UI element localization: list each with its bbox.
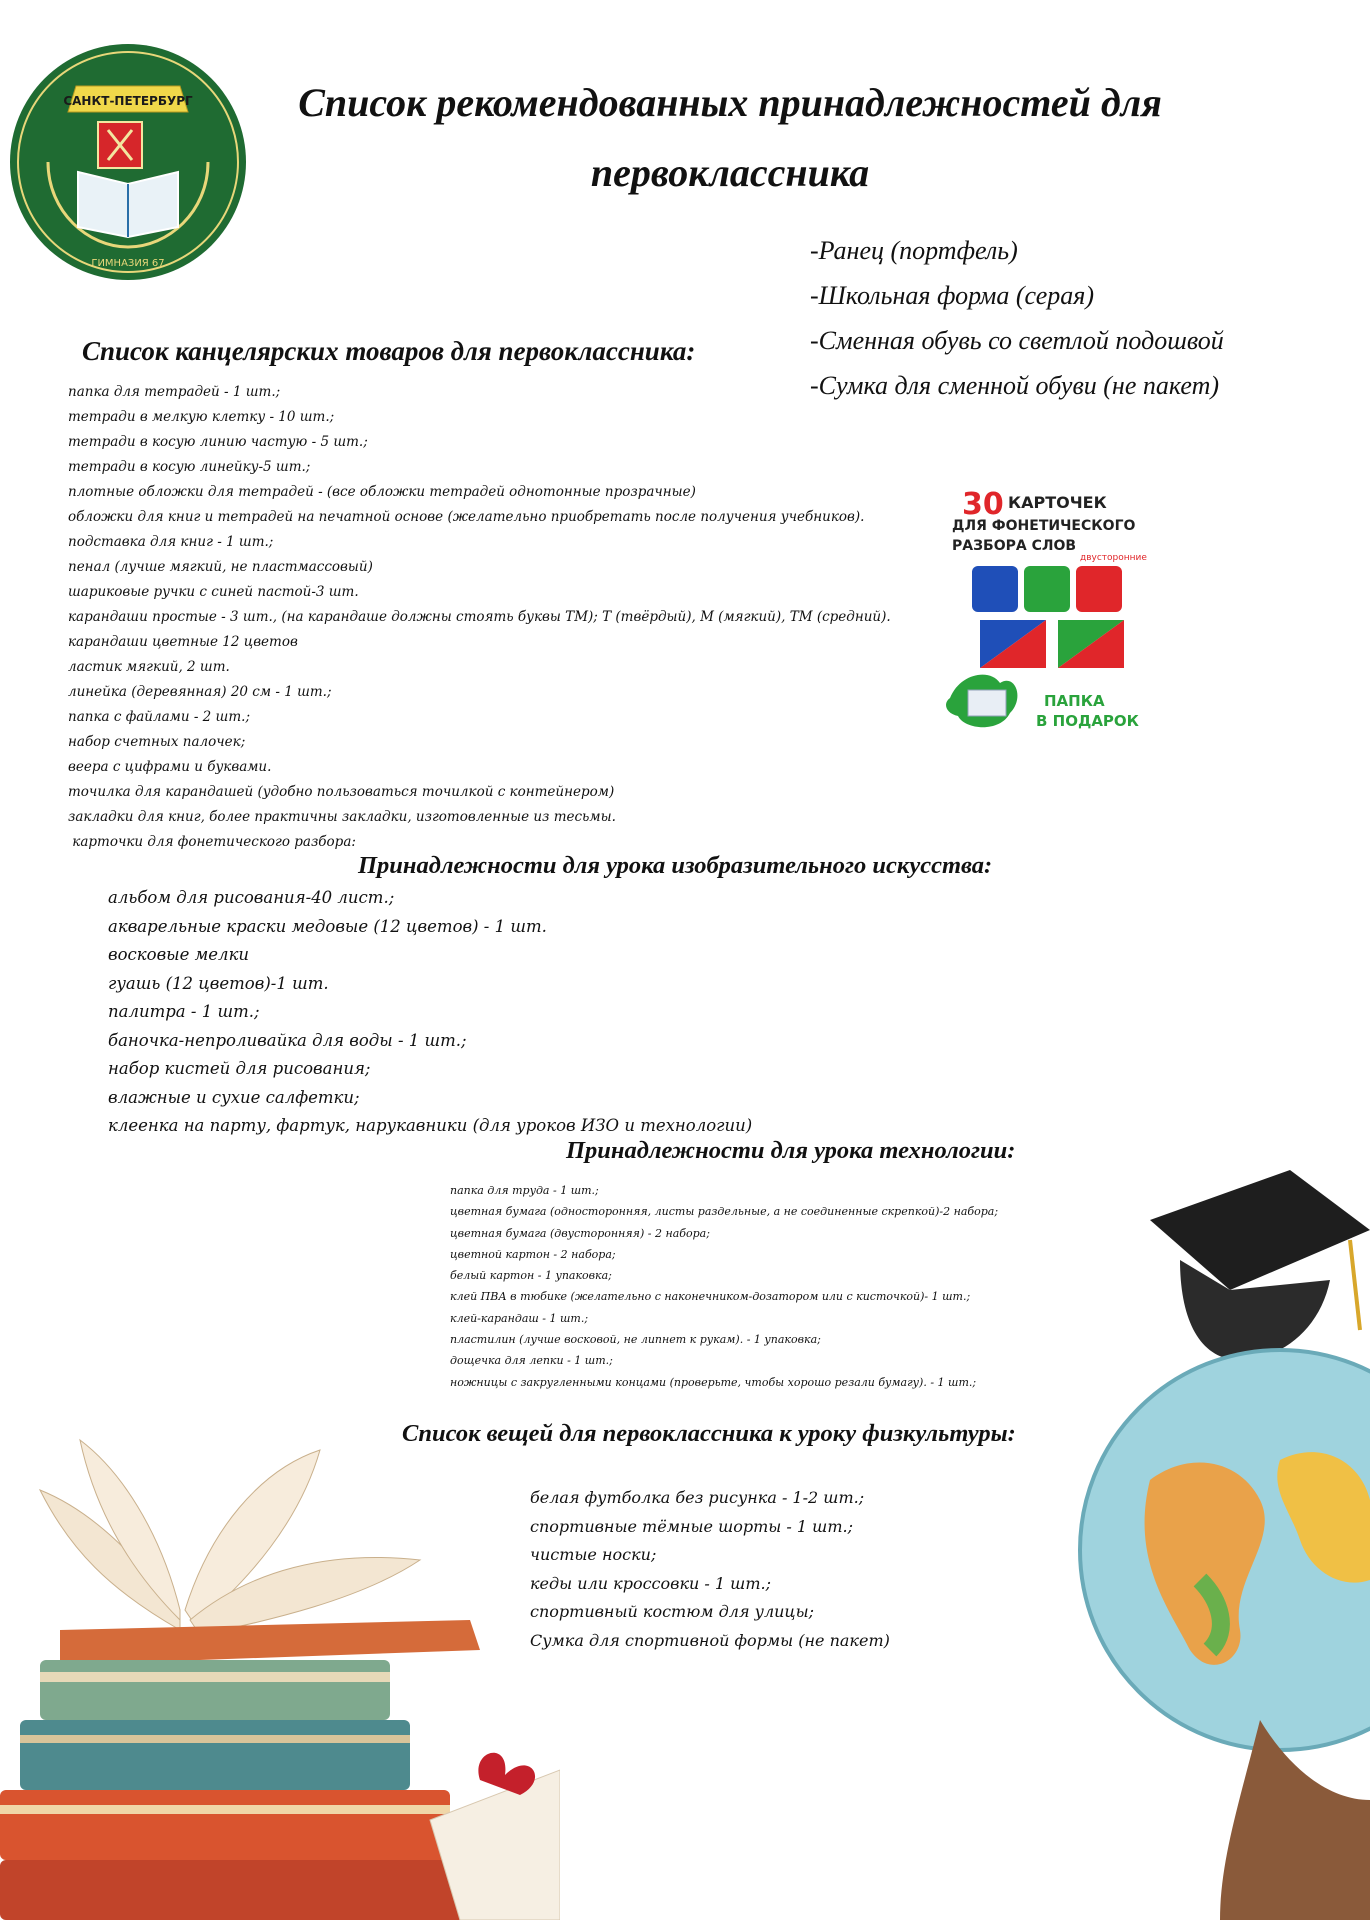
list-item: набор кистей для рисования; xyxy=(108,1059,371,1078)
list-item: клей-карандаш - 1 шт.; xyxy=(450,1311,589,1325)
list-item: карандаши цветные 12 цветов xyxy=(68,634,298,650)
phonetic-cards-product xyxy=(940,468,1150,758)
list-item: клей ПВА в тюбике (желательно с наконечником-дозатором или с кисточкой)- 1 шт.; xyxy=(450,1290,971,1304)
list-item: акварельные краски медовые (12 цветов) - 1 шт. xyxy=(108,916,547,936)
logo-ring-bottom: ГИМНАЗИЯ 67 xyxy=(91,258,165,269)
product-line-1: КАРТОЧЕК xyxy=(1008,493,1107,512)
list-item: цветная бумага (односторонняя, листы раздельные, а не соединенные скрепкой)-2 набора; xyxy=(450,1205,999,1219)
list-item: цветной картон - 2 набора; xyxy=(450,1247,616,1261)
list-item: спортивные тёмные шорты - 1 шт.; xyxy=(530,1516,853,1536)
list-item: карточки для фонетического разбора: xyxy=(68,834,356,850)
list-item: спортивный костюм для улицы; xyxy=(530,1602,815,1621)
product-line-3: РАЗБОРА СЛОВ xyxy=(952,538,1077,554)
basic-item: -Ранец (портфель) xyxy=(810,236,1018,265)
list-item: тетради в косую линию частую - 5 шт.; xyxy=(68,434,368,450)
basic-item: -Сумка для сменной обуви (не пакет) xyxy=(810,371,1220,400)
list-item: набор счетных палочек; xyxy=(68,734,246,750)
list-item: линейка (деревянная) 20 см - 1 шт.; xyxy=(68,684,332,700)
pe-heading: Список вещей для первоклассника к уроку физкультуры: xyxy=(402,1420,1016,1447)
list-item: пенал (лучше мягкий, не пластмассовый) xyxy=(68,559,373,575)
list-item: дощечка для лепки - 1 шт.; xyxy=(450,1354,613,1368)
basic-item: -Сменная обувь со светлой подошвой xyxy=(810,326,1224,355)
list-item: папка с файлами - 2 шт.; xyxy=(68,709,250,725)
page-title xyxy=(240,68,1220,208)
art-list xyxy=(108,884,752,1141)
list-item: влажные и сухие салфетки; xyxy=(108,1087,360,1107)
product-gift-2: В ПОДАРОК xyxy=(1036,712,1139,730)
pe-list xyxy=(530,1484,890,1655)
list-item: обложки для книг и тетрадей на печатной основе (желательно приобретать после получения учебников). xyxy=(68,509,865,525)
list-item: палитра - 1 шт.; xyxy=(108,1002,260,1021)
list-item: цветная бумага (двусторонняя) - 2 набора; xyxy=(450,1226,710,1240)
title-line-1: Список рекомендованных принадлежностей для xyxy=(298,80,1162,125)
list-item: точилка для карандашей (удобно пользоваться точилкой с контейнером) xyxy=(68,784,615,800)
list-item: закладки для книг, более практичны закладки, изготовленные из тесьмы. xyxy=(68,809,616,825)
list-item: веера с цифрами и буквами. xyxy=(68,759,272,775)
product-gift-1: ПАПКА xyxy=(1044,692,1105,710)
globe-illustration xyxy=(1030,1160,1370,1920)
list-item: клеенка на парту, фартук, нарукавники (для уроков ИЗО и технологии) xyxy=(108,1116,753,1135)
list-item: восковые мелки xyxy=(108,945,250,964)
product-number: 30 xyxy=(962,487,1004,522)
list-item: тетради в мелкую клетку - 10 шт.; xyxy=(68,409,335,425)
list-item: гуашь (12 цветов)-1 шт. xyxy=(108,973,329,993)
product-line-2: ДЛЯ ФОНЕТИЧЕСКОГО xyxy=(952,518,1136,534)
list-item: чистые носки; xyxy=(530,1545,657,1564)
art-heading: Принадлежности для урока изобразительного искусства: xyxy=(358,852,993,879)
list-item: папка для тетрадей - 1 шт.; xyxy=(68,384,281,400)
list-item: ластик мягкий, 2 шт. xyxy=(68,659,230,675)
list-item: шариковые ручки с синей пастой-3 шт. xyxy=(68,584,359,600)
list-item: карандаши простые - 3 шт., (на карандаше должны стоять буквы ТМ); Т (твёрдый), М (мягкий), ТМ (средний). xyxy=(68,609,891,625)
list-item: баночка-непроливайка для воды - 1 шт.; xyxy=(108,1030,467,1050)
stationery-list xyxy=(68,380,891,855)
tech-heading: Принадлежности для урока технологии: xyxy=(566,1137,1016,1164)
list-item: плотные обложки для тетрадей - (все обложки тетрадей однотонные прозрачные) xyxy=(68,484,696,500)
list-item: подставка для книг - 1 шт.; xyxy=(68,534,274,550)
list-item: Сумка для спортивной формы (не пакет) xyxy=(530,1630,890,1650)
list-item: кеды или кроссовки - 1 шт.; xyxy=(530,1573,771,1593)
product-tag: двусторонние xyxy=(1080,553,1147,563)
list-item: белый картон - 1 упаковка; xyxy=(450,1269,612,1283)
books-illustration xyxy=(0,1300,560,1920)
logo-ring-top: САНКТ-ПЕТЕРБУРГ xyxy=(63,94,193,108)
tech-list xyxy=(450,1180,998,1393)
basic-item: -Школьная форма (серая) xyxy=(810,281,1095,310)
list-item: пластилин (лучше восковой, не липнет к рукам). - 1 упаковка; xyxy=(450,1333,821,1347)
list-item: папка для труда - 1 шт.; xyxy=(450,1184,599,1197)
list-item: тетради в косую линейку-5 шт.; xyxy=(68,459,311,475)
stationery-heading: Список канцелярских товаров для первоклассника: xyxy=(82,336,696,366)
list-item: белая футболка без рисунка - 1-2 шт.; xyxy=(530,1488,865,1507)
list-item: альбом для рисования-40 лист.; xyxy=(108,888,395,907)
school-logo xyxy=(8,42,248,282)
list-item: ножницы с закругленными концами (проверьте, чтобы хорошо резали бумагу). - 1 шт.; xyxy=(450,1375,977,1389)
title-line-2: первоклассника xyxy=(590,150,870,195)
